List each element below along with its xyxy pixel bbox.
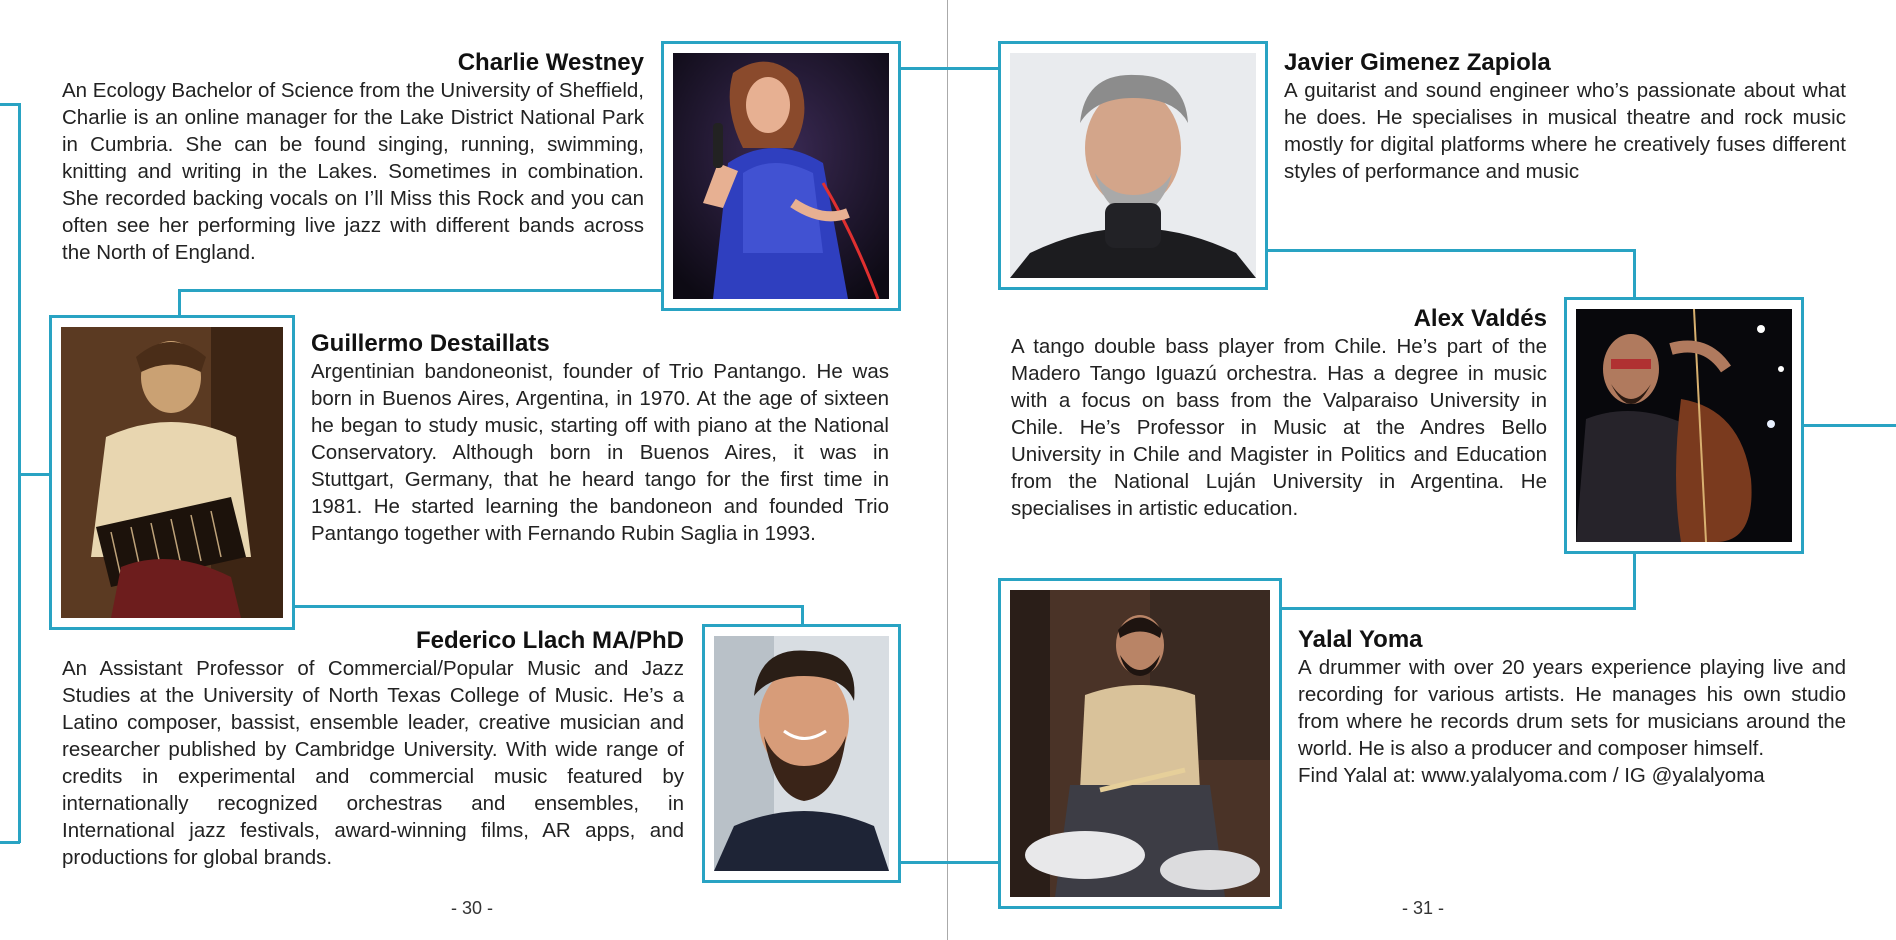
portrait-photo-yalal — [1010, 590, 1270, 897]
photo-frame-yalal — [998, 578, 1282, 909]
profile-javier-gimenez-zapiola — [1284, 49, 1846, 185]
portrait-photo-federico — [714, 636, 889, 871]
portrait-photo-charlie — [673, 53, 889, 299]
profile-name: Charlie Westney — [457, 49, 644, 76]
connector-line — [898, 861, 948, 864]
profile-bio: An Assistant Professor of Commercial/Popular Music and Jazz Studies at the University of North Texas College of Music. He’s a Latino composer, bassist, ensemble leader, creative musician and researcher published by Cambridge University. With wide range of credits in experimental and commercial music featured by internationally recognized orchestras and ensembles, in International jazz festivals, award-winning films, AR apps, and productions for global brands. — [62, 657, 684, 869]
portrait-photo-guillermo — [61, 327, 283, 618]
profile-bio: Argentinian bandoneonist, founder of Trio Pantango. He was born in Buenos Aires, Argentina, in 1970. At the age of sixteen he began to study music, starting off with piano at the National Conservatory. Although born in Buenos Aires, it was in Stuttgart, Germany, that he heard tango for the first time in 1981. He started learning the bandoneon and founded Trio Pantango together with Fernando Rubin Saglia in 1993. — [311, 360, 889, 545]
photo-frame-guillermo — [49, 315, 295, 630]
left-page — [0, 0, 947, 940]
connector-line — [178, 289, 181, 317]
profile-yalal-yoma — [1298, 626, 1846, 789]
profile-contact: Find Yalal at: www.yalalyoma.com / IG @yalalyoma — [1298, 764, 1765, 787]
connector-line — [1633, 249, 1636, 299]
profile-guillermo-destaillats — [311, 330, 889, 547]
profile-bio: A drummer with over 20 years experience playing live and recording for various artists. He manages his own studio from where he records drum sets for musicians around the world. He is also a producer and composer himself. — [1298, 656, 1846, 760]
right-page — [948, 0, 1896, 940]
profile-name: Alex Valdés — [1413, 305, 1547, 332]
connector-line — [1281, 607, 1636, 610]
profile-bio: A guitarist and sound engineer who’s passionate about what he does. He specialises in musical theatre and rock music mostly for digital platforms where he creatively fuses different styles of performance and music — [1284, 79, 1846, 183]
profile-bio: An Ecology Bachelor of Science from the University of Sheffield, Charlie is an online manager for the Lake District National Park in Cumbria. She can be found singing, running, swimming, knitting and writing in the Lakes. Sometimes in combination. She recorded backing vocals on I’ll Miss this Rock and you can often see her performing live jazz with different bands across the North of England. — [62, 79, 644, 264]
portrait-photo-javier — [1010, 53, 1256, 278]
connector-line — [1266, 249, 1636, 252]
profile-charlie-westney — [62, 49, 644, 266]
photo-frame-javier — [998, 41, 1268, 290]
profile-name: Guillermo Destaillats — [311, 330, 550, 357]
photo-frame-charlie — [661, 41, 901, 311]
profile-alex-valdes — [1011, 305, 1547, 522]
connector-line — [1633, 551, 1636, 609]
profile-name: Federico Llach MA/PhD — [415, 627, 684, 654]
connector-line — [0, 103, 20, 106]
profile-bio: A tango double bass player from Chile. He’s part of the Madero Tango Iguazú orchestra. Has a degree in music with a focus on bass from the Valparaiso University in Chile. He’s Professor in Music at the Andres Bello University in Chile and Magister in Politics and Education from the National Luján University in Argentina. He specialises in artistic education. — [1011, 335, 1547, 520]
page-number: - 30 - — [451, 898, 494, 918]
profile-name: Yalal Yoma — [1298, 626, 1423, 653]
profile-federico-llach — [62, 627, 684, 871]
connector-line — [1801, 424, 1896, 427]
page-number: - 31 - — [1402, 898, 1445, 918]
photo-frame-alex — [1564, 297, 1804, 554]
connector-line — [0, 841, 20, 844]
connector-line — [898, 67, 948, 70]
profile-name: Javier Gimenez Zapiola — [1284, 49, 1551, 76]
connector-line — [948, 861, 1000, 864]
portrait-photo-alex — [1576, 309, 1792, 542]
photo-frame-federico — [702, 624, 901, 883]
connector-line — [293, 605, 804, 608]
connector-line — [18, 473, 51, 476]
connector-line — [948, 67, 1000, 70]
connector-line — [178, 289, 663, 292]
